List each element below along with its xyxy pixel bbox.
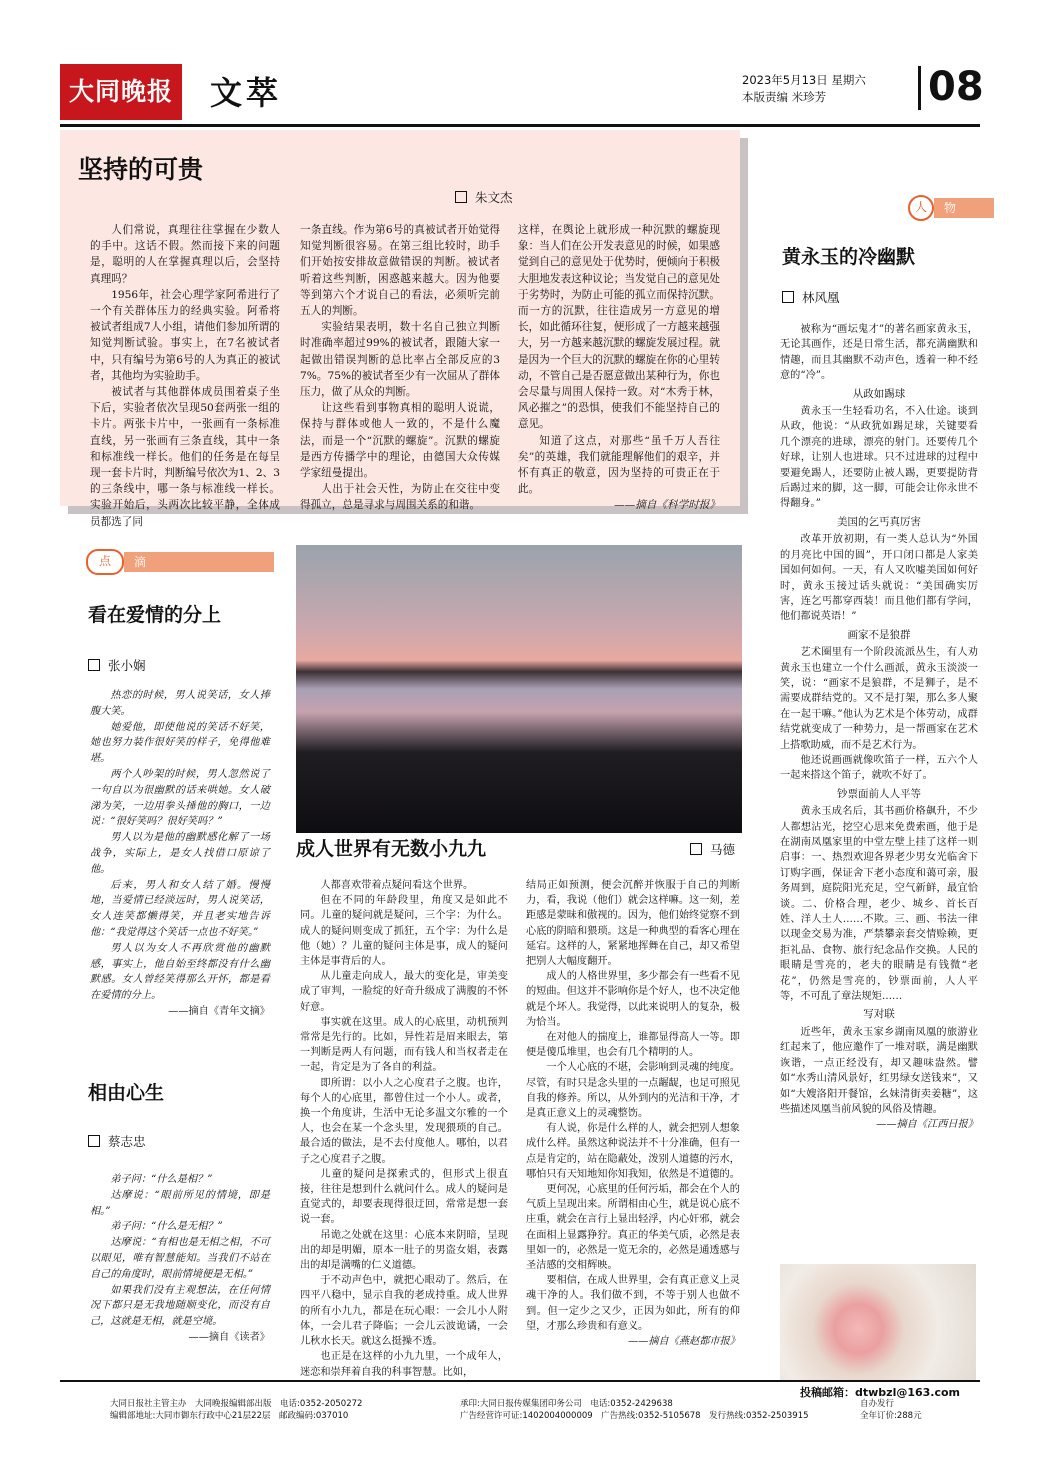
footer-left: 大同日报社主管主办 大同晚报编辑部出版 电话:0352-2050272 编辑部地址:大同市御东行政中心21层22层 邮政编码:037010 [110, 1399, 363, 1421]
article-title: 黄永玉的冷幽默 [782, 246, 916, 268]
submission-email: 投稿邮箱：dtwbzl@163.com [800, 1386, 961, 1399]
article-title: 看在爱情的分上 [88, 604, 222, 626]
masthead-logo: 大同晚报 [60, 64, 182, 120]
date: 2023年5月13日 星期六 [742, 73, 866, 87]
article-title: 相由心生 [88, 1082, 165, 1104]
header-divider [918, 66, 921, 110]
section-title: 文萃 [210, 74, 283, 112]
article-byline: 马德 [690, 840, 735, 858]
tag-people: 人 物 [908, 196, 994, 220]
footer-rule [60, 1380, 980, 1382]
sunset-lake-photo [296, 545, 742, 833]
date-block [742, 72, 866, 106]
article-col-1: 人都喜欢带着点疑问看这个世界。 但在不同的年龄段里，角度又是如此不同。儿童的疑问就是疑问，三个字：为什么。成人的疑问则变成了抓狂，五个字：为什么是他（她）？儿童的疑问主体是事，成人的疑问主体是事背后的人。 从儿童走向成人，最大的变化是，审美变成了审判，一脸绽的好奇升级成了满腹的不怀好意。 事实就在这里。成人的心底里，动机预判常常是先行的。比如，异性若是眉来眼去，第一判断是两人有问题，而有钱人和当权者走在一起，肯定是为了各自的利益。 即所谓：以小人之心度君子之腹。也许，每个人的心底里，都曾住过一个小人。或者，换一个角度讲，生活中无论多温文尔雅的一个人，也会在某一个念头里，发现猥琐的自己。最合适的做法，是不去付度他人。哪怕，以君子之心度君子之腹。 儿童的疑问是探索式的，但形式上很直接，往往是想到什么就问什么。成人的疑问是直觉式的，却要表现得很迂回，常常是想一套说一套。 吊诡之处就在这里：心底本来阴暗，呈现出的却是明媚，原本一肚子的男盗女娼，表露出的却是满嘴的仁义道德。 于不动声色中，就把心眼动了。然后，在四平八稳中，显示自我的老成持重。成人世界的所有小九九，都是在玩心眼：一会儿小人附体，一会儿君子降临；一会儿云波诡谲，一会儿秋水长天。就这么挺操不透。 也正是在这样的小九九里，一个成年人，迷恋和崇拜着自我的科事智慧。比如， [300, 880, 508, 1378]
article-byline: 林风凰 [782, 288, 840, 306]
article-body: 被称为“画坛鬼才”的著名画家黄永玉，无论其画作，还是日常生活，都充满幽默和情趣，而且其幽默不动声色，透着一种不经意的“冷”。 从政如踢球 黄永玉一生轻看功名，不入仕途。谈到从政，他说：“从政犹如踢足球，关键要看几个漂亮的进球，漂亮的射门。还要传几个好球，让别人也进球。只不过进球的过程中要避免踢人，还要防止被人踢，更要提防背后踢过来的脚，这一脚，可能会让你永世不得翻身。” 美国的乞丐真厉害 改革开放初期，有一类人总认为“外国的月亮比中国的圆”，开口闭口都是人家美国如何如何。一天，有人又吹嘘美国如何好时，黄永玉接过话头就说：“美国确实厉害，连乞丐都穿西装！而且他们都有学问，他们都说英语！” 画家不是狼群 艺术圈里有一个阶段流派丛生，有人劝黄永玉也建立一个什么画派，黄永玉淡淡一笑，说：“画家不是狼群，不是狮子，是不需要成群结党的。又不是打架，那么多人聚在一起干嘛。”他认为艺术是个体劳动，成群结党就变成了一种势力，是一帮画家在艺术上搭歌助威，而不是艺术行为。 他还说画画就像吹笛子一样，五六个人一起来搭这个笛子，就吹不好了。 钞票面前人人平等 黄永玉成名后，其书画价格飙升，不少人都想沾光，挖空心思来免费索画，他于是在湖南凤凰家里的中堂左壁上挂了这样一则启事：一、热烈欢迎各界老少男女光临舍下订购字画，保证舍下老小态度和蔼可亲，服务周到，庭院阳光充足，空气新鲜，最宜恰谈。二、价格合理，老少、城乡、首长百姓、洋人土人……不欺。三、画、书法一律以现金交易为准，严禁攀亲套交情赊赖，更拒礼品、食物、旅行纪念品作交换。人民的眼睛是雪亮的，老夫的眼睛是有钱微“老花”，仍然是雪亮的，钞票面前，人人平等，不可乱了章法规矩…… 写对联 近些年，黄永玉家乡湖南凤凰的旅游业红起来了，他应邀作了一堆对联，满是幽默诙谐，一点正经没有，却又趣味盎然。譬如“水秀山清风景好，红男绿女送钱来”，又如“大嫂洛阳开餐馆，幺妹清街卖姜糖”，这些描述凤凰当前风貌的风俗及情趣。 ——摘自《江西日报》 [780, 324, 978, 1131]
page-number: 08 [928, 64, 984, 110]
article-title: 成人世界有无数小九九 [296, 838, 487, 860]
article-byline: 蔡志忠 [88, 1132, 146, 1150]
footer-right: 自办发行 全年订价:288元 [860, 1399, 922, 1421]
editor: 本版责编 米珍芳 [742, 90, 827, 104]
article-col-2: 结局正如预测，便会沉醉并恢服于自己的判断力，看，我说（他们）就会这样嘛。这一刻，差距感是蒙昧和傲视的。因为，他们始终觉察不到心底的阴暗和猥琐。这是一种典型的看客心理在延宕。这样的人，紧紧地挥舞在自己，却又希望把别人大幅度翻开。 成人的人格世界里，多少都会有一些看不见的短曲。但这并不影响你是个好人，也不决定他就是个坏人。我觉得，以此来说明人的复杂，极为恰当。 在对他人的揣度上，谁都显得高人一等。即便是傻瓜堆里，也会有几个精明的人。 一个人心底的不堪，会影响到灵魂的纯度。尽管，有时只是念头里的一点龌龊，也足可照见自我的修养。所以，从外到内的光洁和干净，才是真正意义上的灵魂整饬。 有人说，你是什么样的人，就会把别人想象成什么样。虽然这种说法并不十分准确，但有一点是肯定的，站在隐蔽处，泼别人道德的污水，哪怕只有天知地知你知我知，依然是不道德的。 更何况，心底里的任何污垢，都会在个人的气质上呈现出来。所谓相由心生，就是说心底不庄重，就会在言行上显出轻浮，内心奸邪，就会在面相上显露狰狞。真正的华美气质，必然是表里如一的，必然是一览无余的，必然是通透感与圣洁感的交相辉映。 要相信，在成人世界里，会有真正意义上灵魂干净的人。我们做不到，不等于别人也做不到。但一定少之又少，正因为如此，所有的仰望，才那么珍贵和有意义。 ——摘自《燕赵都市报》 [526, 880, 740, 1348]
footer-mid: 承印:大同日报传媒集团印务公司 电话:0352-2429638 广告经营许可证:1402004000009 广告热线:0352-5105678 发行热线:0352-2503915 [460, 1399, 809, 1421]
article-body: 热恋的时候，男人说笑话，女人捧腹大笑。 她爱他，即使他说的笑话不好笑，她也努力装作很好笑的样子，免得他难堪。 两个人吵架的时候，男人忽然说了一句自以为很幽默的话来哄她。女人破涕为笑，一边用拳头捶他的胸口，一边说：“很好笑吗？很好笑吗？” 男人以为是他的幽默感化解了一场战争，实际上，是女人找借口原谅了他。 后来，男人和女人结了婚。慢慢地，当爱情已经淡远时，男人说笑话，女人连笑都懒得笑，并且老实地告诉他：“我觉得这个笑话一点也不好笑。” 男人以为女人不再欣赏他的幽默感，事实上，他自始至终都没有什么幽默感。女人曾经笑得那么开怀，都是看在爱情的分上。 ——摘自《青年文摘》 [90, 690, 270, 1017]
tag-tidbit: 点 滴 [86, 550, 274, 574]
article-body: 弟子问：“什么是相？” 达摩说：“眼前所见的情境，即是相。” 弟子问：“什么是无相？” 达摩说：“有相也是无相之相，不可以眼见，唯有智慧能知。当我们不站在自己的角度时，眼前情境便是无相。” 如果我们没有主观想法，在任何情况下都只是无我地随顺变化，而没有自己，这就是无相，就是空境。 ——摘自《读者》 [90, 1174, 270, 1343]
article-byline: 朱文杰 [455, 188, 513, 206]
rose-photo [780, 1264, 976, 1382]
article-byline: 张小娴 [88, 656, 146, 674]
article-title: 坚持的可贵 [78, 155, 204, 184]
header-rule [60, 124, 980, 127]
footer-info [60, 1398, 980, 1438]
article-col-1: 人们常说，真理往往掌握在少数人的手中。这话不假。然而接下来的问题是，聪明的人在掌握真理以后，会坚持真理吗？ 1956年，社会心理学家阿希进行了一个有关群体压力的经典实验。阿希将被试者组成7人小组，请他们参加所谓的知觉判断试验。事实上，在7名被试者中，只有编号为第6号的人为真正的被试者，其他均为实验助手。 被试者与其他群体成员围着桌子坐下后，实验者依次呈现50套两张一组的卡片。两张卡片中，一张画有一条标准直线，另一张画有三条直线，其中一条和标准线一样长。他们的任务是在每呈现一套卡片时，判断编号依次为1、2、3的三条线中，哪一条与标准线一样长。实验开始后，头两次比较平静，全体成员都选了同 [90, 224, 280, 528]
article-col-2: 一条直线。作为第6号的真被试者开始觉得知觉判断很容易。在第三组比较时，助手们开始按安排故意做错误的判断。被试者听着这些判断，困惑越来越大。因为他要等到第六个才说自己的看法，必须听完前五人的判断。 实验结果表明，数十名自己独立判断时准确率超过99%的被试者，跟随大家一起做出错误判断的总比率占全部反应的37%。75%的被试者至少有一次屈从了群体压力，做了从众的判断。 让这些看到事物真相的聪明人说谎，保持与群体或他人一致的，不是什么魔法，而是一个“沉默的螺旋”。沉默的螺旋是西方传播学中的理论，由德国大众传媒学家纽曼提出。 人出于社会天性，为防止在交往中变得孤立，总是寻求与周围关系的和谐。 [300, 224, 500, 512]
article-col-3: 这样，在舆论上就形成一种沉默的螺旋现象：当人们在公开发表意见的时候，如果感觉到自己的意见处于优势时，便倾向于积极大胆地发表这种议论；当发觉自己的意见处于劣势时，为防止可能的孤立而保持沉默。而一方的沉默，往往造成另一方意见的增长，如此循环往复，便形成了一方越来越强大，另一方越来越沉默的螺旋发展过程。就是因为一个巨大的沉默的螺旋在你的心里转动，不管自己是否愿意做出某种行为，你也会尽量与周围人保持一致。对“木秀于林，风必摧之”的恐惧，使我们不能坚持自己的意见。 知道了这点，对那些“虽千万人吾往矣”的英雄，我们就能理解他们的艰辛，并怀有真正的敬意，因为坚持的可贵正在于此。 ——摘自《科学时报》 [518, 224, 720, 512]
